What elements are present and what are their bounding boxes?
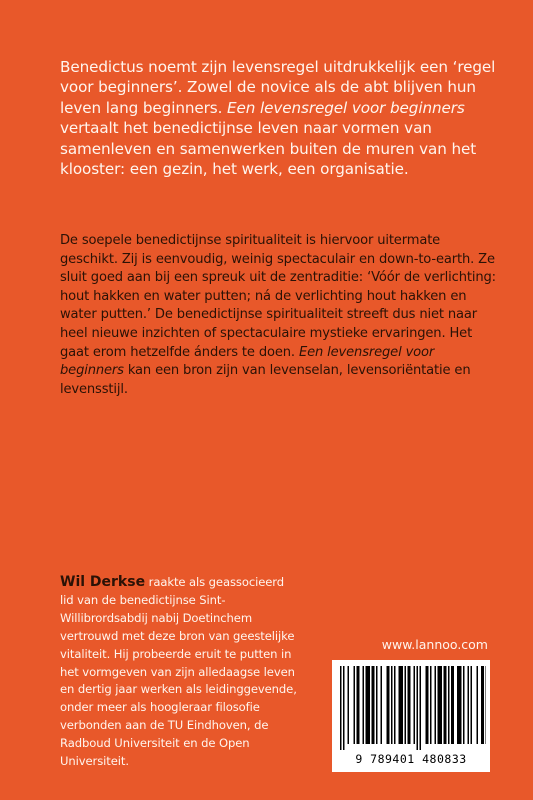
barcode-bar <box>363 666 365 744</box>
barcode-bar <box>354 666 356 744</box>
author-bio-text: raakte als geassocieerd lid van de benedictijnse Sint-Willibrordsabdij nabij Doetinchem vertrouwd met deze bron van geestelijke vitaliteit. Hij probeerde eruit te putten in het vormgeven van zijn alledaagse leven en dertig jaar werken als leidinggevende, onder meer als hoogleraar filosofie verbonden aan de TU Eindhoven, de Radboud Universiteit en de Open Universiteit. <box>60 575 297 769</box>
barcode-bar <box>463 666 465 744</box>
barcode-bar <box>387 666 390 744</box>
barcode-bar <box>343 666 345 750</box>
barcode-bar <box>372 666 375 744</box>
barcode-bar <box>420 666 422 750</box>
barcode-bar <box>348 666 350 744</box>
barcode-bar <box>394 666 396 744</box>
barcode-bar <box>417 666 419 750</box>
author-bio <box>60 574 300 771</box>
barcode-bar <box>357 666 360 744</box>
barcode-bar <box>457 666 462 744</box>
back-cover-blurb-intro <box>60 57 500 179</box>
barcode-bar <box>448 666 450 744</box>
blurb-body-text-2: kan een bron zijn van levenselan, levensoriëntatie en levensstijl. <box>60 363 471 397</box>
barcode-bar <box>366 666 371 744</box>
barcode-bar <box>435 666 437 744</box>
book-title-italic: Een levensregel voor beginners <box>227 98 465 117</box>
isbn-number: 9 789401 480833 <box>355 752 467 766</box>
back-cover-blurb-body <box>60 232 500 399</box>
barcode-bar <box>376 666 378 744</box>
barcode-bar <box>477 666 479 744</box>
barcode-bar <box>340 666 342 750</box>
barcode-bar <box>468 666 470 744</box>
blurb-body-text-1: De soepele benedictijnse spiritualiteit is hiervoor uitermate geschikt. Zij is eenvoudig, weinig spectaculair en down-to-earth. Ze sluit goed aan bij een spreuk uit de zentraditie: ‘Vóór de verlichting: hout hakken en water putten; ná de verlichting hout hakken en water putten.’ De benedictijnse spiritualiteit streeft dus niet naar heel nieuwe inzichten of spectaculaire mystieke ervaringen. Het gaat erom hetzelfde ánders te doen. <box>60 233 496 360</box>
barcode-bar <box>391 666 393 744</box>
publisher-url: www.lannoo.com <box>381 637 488 652</box>
barcode-bar <box>426 666 429 744</box>
barcode-bar <box>481 666 484 744</box>
barcode-bar <box>408 666 411 744</box>
barcode-bar <box>414 666 416 744</box>
barcode-bars <box>336 666 486 750</box>
isbn-barcode <box>332 660 490 772</box>
barcode-bar <box>405 666 407 744</box>
barcode-bar <box>430 666 432 744</box>
blurb-intro-text-2: vertaalt het benedictijnse leven naar vormen van samenleven en samenwerken buiten de muren van het klooster: een gezin, het werk, een organisatie. <box>60 119 477 179</box>
barcode-bar <box>451 666 454 744</box>
barcode-bar <box>486 666 487 744</box>
author-name: Wil Derkse <box>60 574 146 590</box>
blurb-intro-text-1: Benedictus noemt zijn levensregel uitdrukkelijk een ‘regel voor beginners’. Zowel de novice als de abt blijven hun leven lang beginners. <box>60 58 496 117</box>
barcode-bar <box>399 666 404 744</box>
barcode-bar <box>471 666 473 744</box>
book-title-italic: Een levensregel voor beginners <box>60 344 435 379</box>
barcode-bar <box>381 666 383 744</box>
barcode-bar <box>444 666 447 744</box>
barcode-bar <box>438 666 443 744</box>
